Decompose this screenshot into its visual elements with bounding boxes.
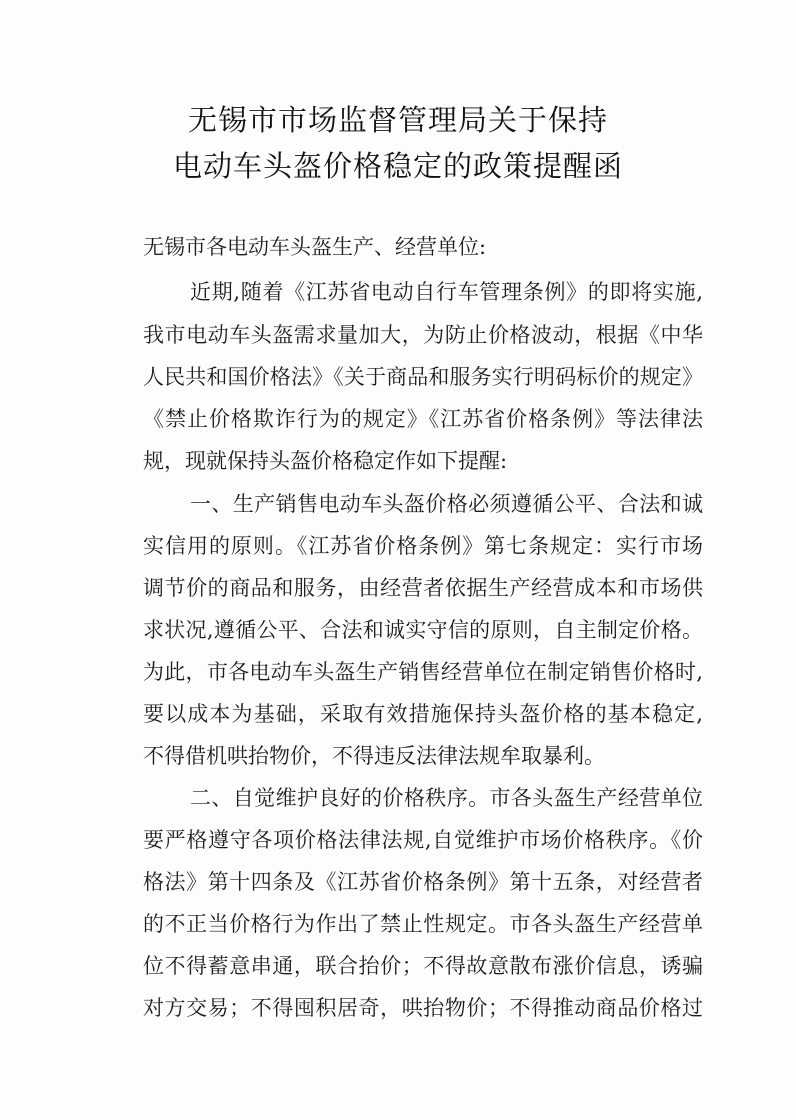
body-line: 近期,随着《江苏省电动自行车管理条例》的即将实施, [190, 280, 703, 304]
body-line: 格法》第十四条及《江苏省价格条例》第十五条，对经营者 [143, 870, 703, 894]
salutation: 无锡市各电动车头盔生产、经营单位: [143, 235, 487, 259]
body-line: 要以成本为基础，采取有效措施保持头盔价格的基本稳定, [143, 702, 703, 726]
body-line: 实信用的原则。《江苏省价格条例》第七条规定：实行市场 [143, 534, 703, 558]
body-line: 调节价的商品和服务，由经营者依据生产经营成本和市场供 [143, 576, 703, 600]
body-line: 我市电动车头盔需求量加大，为防止价格波动，根据《中华 [143, 323, 703, 347]
document-title-line-1: 无锡市市场监督管理局关于保持 [187, 103, 608, 137]
body-line: 要严格遵守各项价格法律法规,自觉维护市场价格秩序。《价 [143, 828, 703, 852]
body-line: 对方交易；不得囤积居奇，哄抬物价；不得推动商品价格过 [143, 996, 703, 1020]
body-line: 位不得蓄意串通，联合抬价；不得故意散布涨价信息，诱骗 [143, 954, 703, 978]
body-line: 一、生产销售电动车头盔价格必须遵循公平、合法和诚 [190, 492, 703, 516]
body-line: 不得借机哄抬物价，不得违反法律法规牟取暴利。 [143, 744, 605, 768]
body-line: 规，现就保持头盔价格稳定作如下提醒: [143, 449, 508, 473]
body-line: 的不正当价格行为作出了禁止性规定。市各头盔生产经营单 [143, 912, 703, 936]
body-line: 二、自觉维护良好的价格秩序。市各头盔生产经营单位 [190, 786, 703, 810]
document-title-line-2: 电动车头盔价格稳定的政策提醒函 [172, 149, 623, 183]
body-line: 为此，市各电动车头盔生产销售经营单位在制定销售价格时, [143, 660, 703, 684]
body-line: 人民共和国价格法》《关于商品和服务实行明码标价的规定》 [143, 365, 703, 389]
body-line: 求状况,遵循公平、合法和诚实守信的原则，自主制定价格。 [143, 618, 703, 642]
body-line: 《禁止价格欺诈行为的规定》《江苏省价格条例》等法律法 [143, 407, 703, 431]
